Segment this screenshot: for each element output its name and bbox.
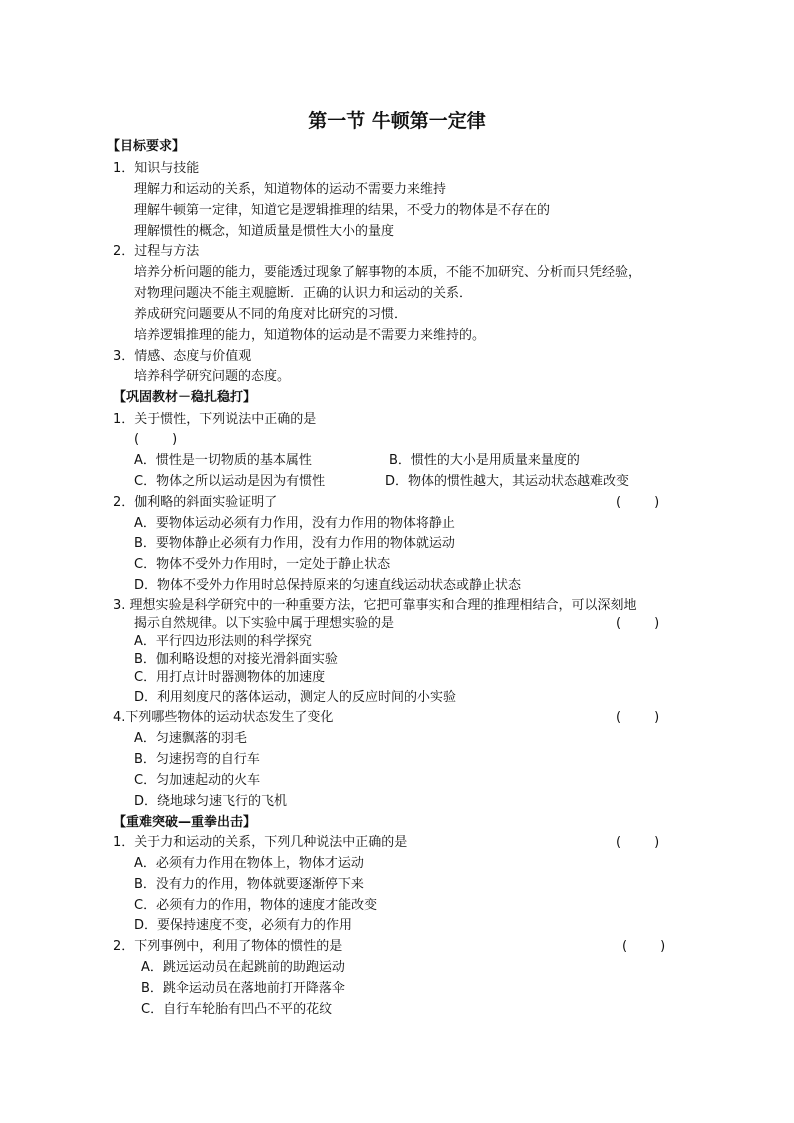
breakthrough-question-1-option-b: B．没有力的作用，物体就要逐渐停下来 <box>134 877 364 892</box>
question-4-option-b: B．匀速拐弯的自行车 <box>134 752 260 767</box>
goals-section-2-line-4: 培养逻辑推理的能力，知道物体的运动是不需要力来维持的。 <box>134 328 486 343</box>
question-2-stem: 2．伽利略的斜面实验证明了 <box>113 495 278 510</box>
breakthrough-question-1-answer-blank: ( ) <box>616 835 660 850</box>
question-4-option-c: C．匀加速起动的火车 <box>134 773 261 788</box>
goals-heading: 【目标要求】 <box>107 139 186 154</box>
goals-section-2-line-1: 培养分析问题的能力，要能透过现象了解事物的本质，不能不加研究、分析而只凭经验， <box>134 265 642 280</box>
goals-section-2-line-3: 养成研究问题要从不同的角度对比研究的习惯． <box>134 307 408 322</box>
consolidate-heading: 【巩固教材－稳扎稳打】 <box>113 390 257 405</box>
goals-section-2-line-2: 对物理问题决不能主观臆断．正确的认识力和运动的关系． <box>134 286 473 301</box>
breakthrough-question-1-stem: 1．关于力和运动的关系，下列几种说法中正确的是 <box>113 835 408 850</box>
page-title: 第一节 牛顿第一定律 <box>308 110 486 132</box>
breakthrough-question-2-stem: 2．下列事例中，利用了物体的惯性的是 <box>113 939 343 954</box>
question-2-option-d: D．物体不受外力作用时总保持原来的匀速直线运动状态或静止状态 <box>134 578 522 593</box>
breakthrough-question-2-option-a: A．跳远运动员在起跳前的助跑运动 <box>141 960 345 975</box>
question-3-option-a: A．平行四边形法则的科学探究 <box>134 634 312 649</box>
question-3-answer-blank: ( ) <box>616 616 660 631</box>
question-4-answer-blank: ( ) <box>616 710 660 725</box>
breakthrough-question-1-option-a: A．必须有力作用在物体上，物体才运动 <box>134 856 364 871</box>
goals-section-1-title: 1．知识与技能 <box>113 161 200 176</box>
question-2-option-a: A．要物体运动必须有力作用，没有力作用的物体将静止 <box>134 516 455 531</box>
question-1-option-b: B．惯性的大小是用质量来量度的 <box>389 453 580 468</box>
goals-section-2-title: 2．过程与方法 <box>113 244 200 259</box>
question-3-stem-line-1: 3. 理想实验是科学研究中的一种重要方法，它把可靠事实和合理的推理相结合，可以深刻地 <box>113 598 637 613</box>
goals-section-3-title: 3．情感、态度与价值观 <box>113 349 252 364</box>
question-1-stem: 1．关于惯性，下列说法中正确的是 <box>113 412 317 427</box>
goals-section-1-line-1: 理解力和运动的关系，知道物体的运动不需要力来维持 <box>134 182 447 197</box>
question-4-option-d: D．绕地球匀速飞行的飞机 <box>134 794 288 809</box>
breakthrough-question-1-option-d: D．要保持速度不变，必须有力的作用 <box>134 918 353 933</box>
question-3-option-d: D．利用刻度尺的落体运动，测定人的反应时间的小实验 <box>134 690 457 705</box>
question-1-option-a: A．惯性是一切物质的基本属性 <box>134 453 312 468</box>
question-2-answer-blank: ( ) <box>616 495 660 510</box>
breakthrough-question-2-option-c: C．自行车轮胎有凹凸不平的花纹 <box>141 1002 333 1017</box>
question-1-option-d: D．物体的惯性越大，其运动状态越难改变 <box>385 474 630 489</box>
breakthrough-heading: 【重难突破—重拳出击】 <box>113 815 257 830</box>
goals-section-3-line-1: 培养科学研究问题的态度。 <box>134 369 291 384</box>
question-3-option-c: C．用打点计时器测物体的加速度 <box>134 670 326 685</box>
question-4-stem: 4.下列哪些物体的运动状态发生了变化 <box>113 710 334 725</box>
question-4-option-a: A．匀速飘落的羽毛 <box>134 731 247 746</box>
goals-section-1-line-2: 理解牛顿第一定律，知道它是逻辑推理的结果，不受力的物体是不存在的 <box>134 203 551 218</box>
question-1-option-c: C．物体之所以运动是因为有惯性 <box>134 474 326 489</box>
question-1-answer-blank: ( ) <box>134 432 178 447</box>
question-2-option-b: B．要物体静止必须有力作用，没有力作用的物体就运动 <box>134 536 455 551</box>
goals-section-1-line-3: 理解惯性的概念，知道质量是惯性大小的量度 <box>134 224 395 239</box>
breakthrough-question-2-option-b: B．跳伞运动员在落地前打开降落伞 <box>141 981 345 996</box>
breakthrough-question-1-option-c: C．必须有力的作用，物体的速度才能改变 <box>134 898 378 913</box>
question-3-option-b: B．伽利略设想的对接光滑斜面实验 <box>134 652 338 667</box>
breakthrough-question-2-answer-blank: ( ) <box>622 939 666 954</box>
question-2-option-c: C．物体不受外力作用时，一定处于静止状态 <box>134 557 391 572</box>
question-3-stem-line-2: 揭示自然规律。以下实验中属于理想实验的是 <box>134 616 395 631</box>
